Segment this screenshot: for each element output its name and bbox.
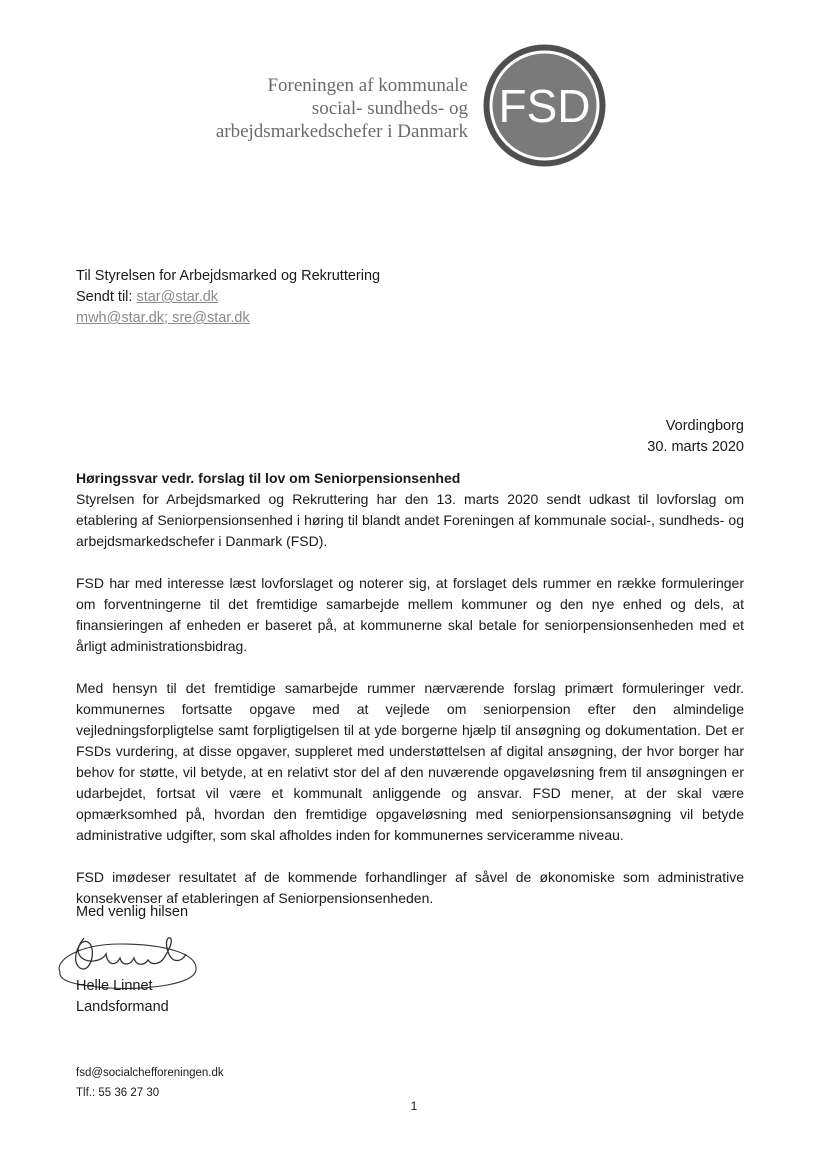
org-name-line-3: arbejdsmarkedschefer i Danmark (215, 121, 468, 142)
fsd-logo (481, 42, 608, 169)
place-date-block (647, 416, 744, 458)
email-link-star[interactable]: star@star.dk (136, 289, 219, 305)
page-number: 1 (410, 1099, 418, 1113)
footer-phone: Tlf.: 55 36 27 30 (76, 1087, 160, 1099)
footer-contact (76, 1063, 224, 1103)
signer-name: Helle Linnet (76, 978, 153, 994)
org-name-line-2: social- sundheds- og (311, 98, 468, 119)
sent-to-label: Sendt til: (76, 289, 133, 305)
logo-text: FSD (498, 80, 591, 132)
closing-greeting: Med venlig hilsen (76, 904, 189, 920)
date: 30. marts 2020 (647, 439, 744, 455)
signer-block (76, 976, 169, 1018)
subject-heading: Høringssvar vedr. forslag til lov om Seniorpensionsenhed (76, 470, 461, 486)
org-name-line-1: Foreningen af kommunale (267, 75, 468, 96)
signer-title: Landsformand (76, 999, 169, 1015)
address-block (76, 266, 380, 329)
sent-to-line (76, 287, 380, 308)
body-paragraph-4: FSD imødeser resultatet af de kommende forhandlinger af såvel de økonomiske som administrative konsekvenser af etableringen af Seniorpensionsenheden. (76, 869, 744, 906)
body-paragraph-1: Styrelsen for Arbejdsmarked og Rekruttering har den 13. marts 2020 sendt udkast til lovforslag om etablering af Seniorpensionsenhed i høring til blandt andet Foreningen af kommunale social-, sundheds- og arbejdsmarkedschefer i Danmark (FSD). (76, 491, 744, 549)
signature-scribble (76, 938, 186, 969)
place: Vordingborg (665, 418, 744, 434)
email-link-cc[interactable]: mwh@star.dk; sre@star.dk (76, 310, 250, 326)
footer-email[interactable]: fsd@socialchefforeningen.dk (76, 1067, 224, 1079)
body-paragraph-3: Med hensyn til det fremtidige samarbejde rummer nærværende forslag primært formuleringer vedr. kommunernes fortsatte opgave med at vejlede om seniorpension efter den almindelige vejledningsforpligtelse samt forpligtigelsen til at yde borgerne hjælp til ansøgning og dokumentation. Det er FSDs vurdering, at disse opgaver, suppleret med understøttelsen af digital ansøgning, der hvor borger har behov for støtte, vil betyde, at en relativt stor del af den nuværende opgaveløsning frem til ansøgningen er udarbejdet, fortsat vil være et kommunalt anliggende og ansvar. FSD mener, at der skal være opmærksomhed på, hvordan den fremtidige opgaveløsning med seniorpensionsansøgning vil betyde administrative udgifter, som skal afholdes inden for kommunernes serviceramme niveau. (76, 680, 744, 843)
body-paragraph-2: FSD har med interesse læst lovforslaget og noterer sig, at forslaget dels rummer en række formuleringer om forventningerne til det fremtidige samarbejde mellem kommuner og den nye enhed og dels, at finansieringen af enheden er baseret på, at kommunerne skal betale for seniorpensionsenheden med et årligt administrationsbidrag. (76, 575, 744, 654)
letter-body (76, 468, 744, 930)
recipient-line: Til Styrelsen for Arbejdsmarked og Rekruttering (76, 268, 381, 284)
organization-name (216, 74, 468, 143)
